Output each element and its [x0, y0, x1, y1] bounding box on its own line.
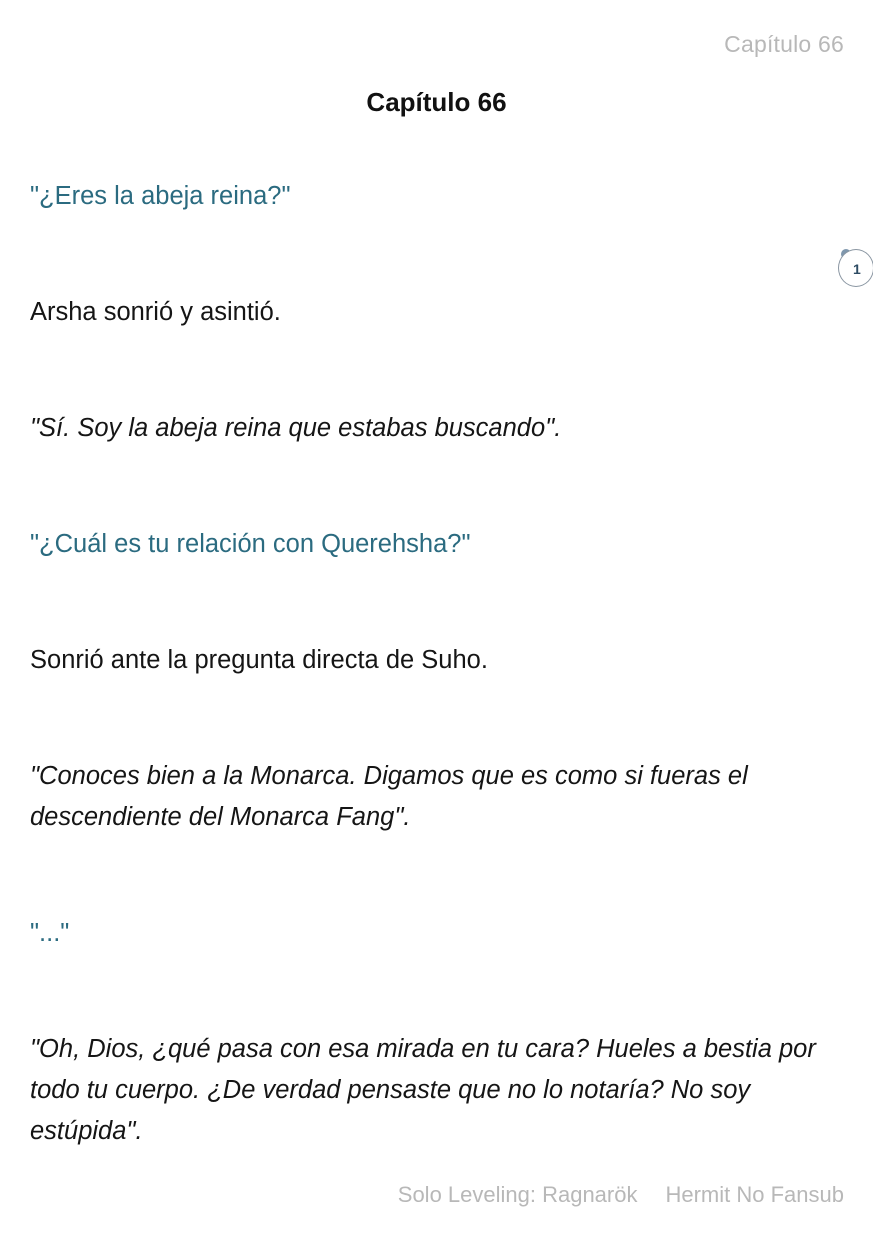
paragraph-5: Sonrió ante la pregunta directa de Suho. — [30, 646, 488, 674]
annotation-count-button[interactable] — [838, 249, 873, 287]
footer-novel-name: Solo Leveling: Ragnarök — [397, 1182, 638, 1207]
paragraph-7: "..." — [30, 919, 70, 947]
paragraph-4: "¿Cuál es tu relación con Querehsha?" — [30, 530, 471, 558]
paragraph-2: Arsha sonrió y asintió. — [30, 298, 281, 326]
annotation-count: 1 — [853, 261, 861, 277]
paragraph-1: "¿Eres la abeja reina?" — [30, 182, 291, 210]
paragraph-6: "Conoces bien a la Monarca. Digamos que es como si fueras el descendiente del Monarca Fang". — [30, 762, 748, 831]
footer-translator: Hermit No Fansub — [665, 1182, 844, 1207]
paragraph-8: "Oh, Dios, ¿qué pasa con esa mirada en tu cara? Hueles a bestia por todo tu cuerpo. ¿De verdad pensaste que no lo notaría? No soy estúpida". — [30, 1035, 816, 1145]
header-chapter-label: Capítulo 66 — [724, 31, 844, 57]
footer — [398, 1182, 844, 1208]
chapter-title: Capítulo 66 — [366, 87, 507, 117]
paragraph-3: "Sí. Soy la abeja reina que estabas buscando". — [30, 414, 562, 442]
